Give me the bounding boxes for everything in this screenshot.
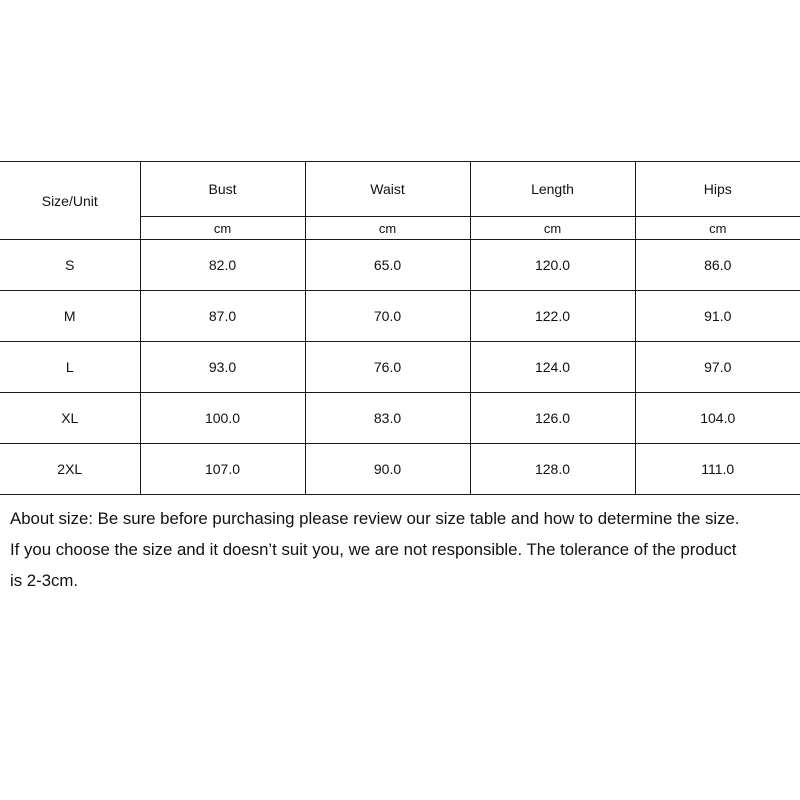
table-cell: 93.0 [140, 342, 305, 393]
table-cell: 111.0 [635, 444, 800, 495]
table-cell: 83.0 [305, 393, 470, 444]
size-label: M [0, 291, 140, 342]
table-cell: 70.0 [305, 291, 470, 342]
column-header-waist: Waist [305, 162, 470, 217]
table-row [0, 291, 800, 342]
table-cell: 120.0 [470, 240, 635, 291]
column-header-bust: Bust [140, 162, 305, 217]
unit-cell: cm [470, 217, 635, 240]
table-cell: 65.0 [305, 240, 470, 291]
table-cell: 100.0 [140, 393, 305, 444]
table-row [0, 393, 800, 444]
table-cell: 128.0 [470, 444, 635, 495]
table-row [0, 444, 800, 495]
table-cell: 107.0 [140, 444, 305, 495]
table-cell: 76.0 [305, 342, 470, 393]
table-cell: 104.0 [635, 393, 800, 444]
column-header-length: Length [470, 162, 635, 217]
size-label: 2XL [0, 444, 140, 495]
unit-cell: cm [305, 217, 470, 240]
table-cell: 82.0 [140, 240, 305, 291]
corner-label: Size/Unit [0, 162, 140, 240]
table-cell: 91.0 [635, 291, 800, 342]
unit-cell: cm [140, 217, 305, 240]
size-label: L [0, 342, 140, 393]
size-label: S [0, 240, 140, 291]
table-cell: 90.0 [305, 444, 470, 495]
table-cell: 97.0 [635, 342, 800, 393]
size-chart-table [0, 161, 800, 495]
table-cell: 122.0 [470, 291, 635, 342]
table-row [0, 342, 800, 393]
note-line: is 2-3cm. [10, 571, 79, 590]
size-disclaimer-note [10, 503, 798, 596]
table-cell: 124.0 [470, 342, 635, 393]
unit-cell: cm [635, 217, 800, 240]
note-line: If you choose the size and it doesn’t suit you, we are not responsible. The tolerance of the product [10, 540, 737, 559]
table-cell: 86.0 [635, 240, 800, 291]
size-label: XL [0, 393, 140, 444]
table-cell: 87.0 [140, 291, 305, 342]
column-header-hips: Hips [635, 162, 800, 217]
note-line: About size: Be sure before purchasing please review our size table and how to determine the size. [10, 509, 740, 528]
table-row [0, 240, 800, 291]
header-row [0, 162, 800, 217]
table-cell: 126.0 [470, 393, 635, 444]
